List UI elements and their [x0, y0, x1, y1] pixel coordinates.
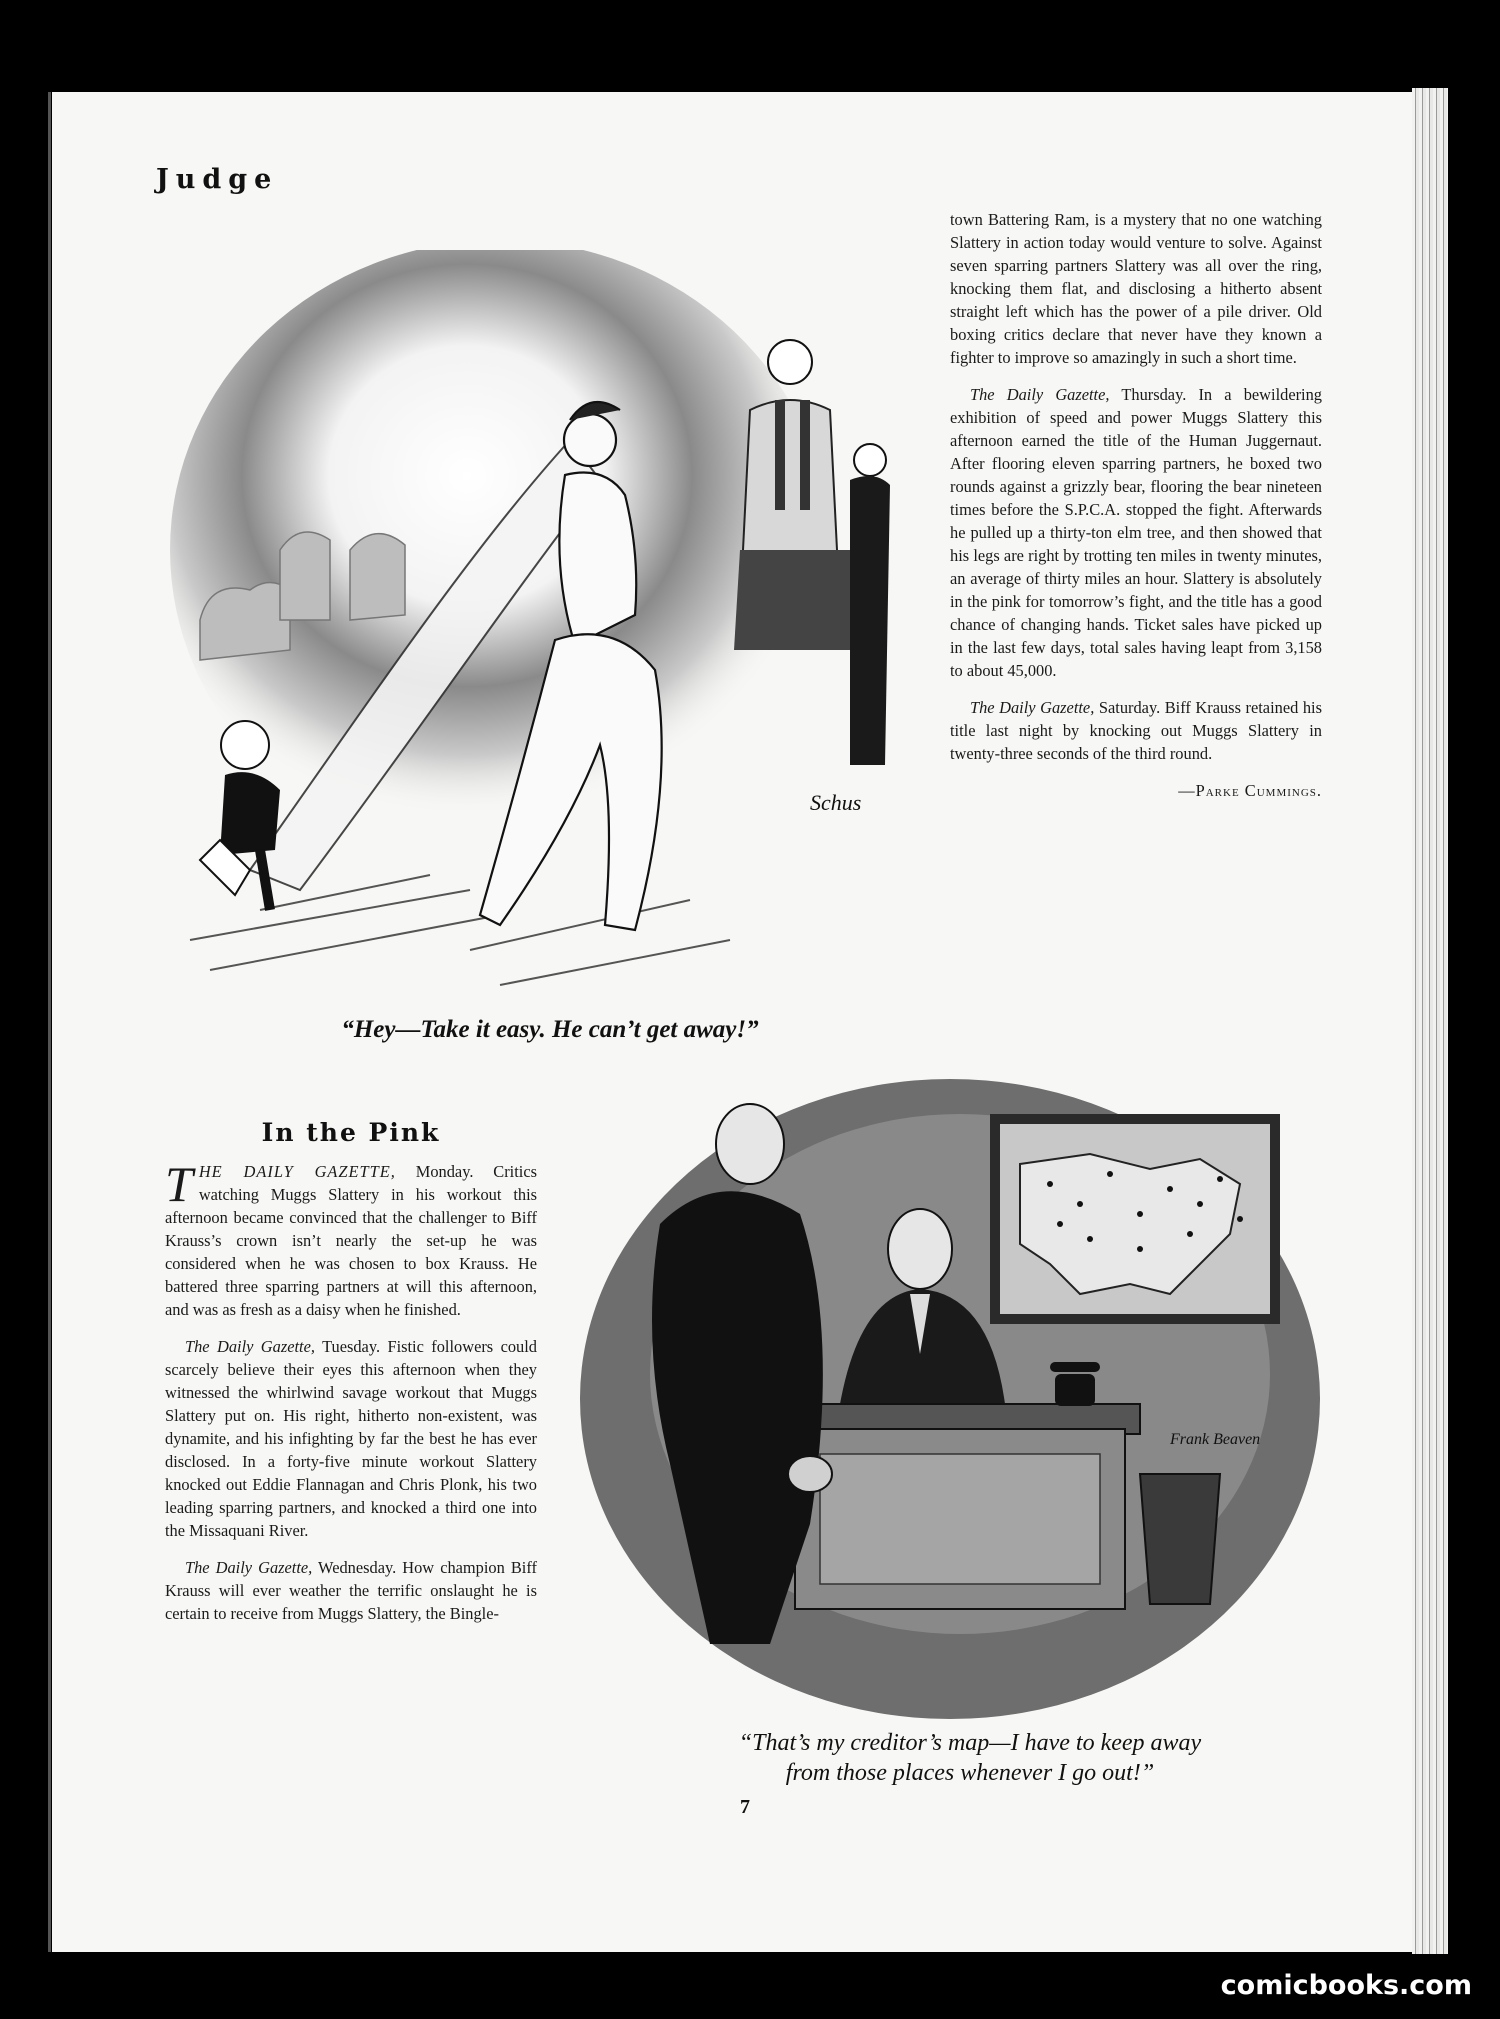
article-heading: In the Pink	[261, 1118, 441, 1147]
article-paragraph-5	[950, 696, 1322, 765]
article-paragraph-1	[165, 1156, 537, 1321]
p3-continued-text: town Battering Ram, is a mystery that no one watching Slattery in action today would venture to solve. Against seven sparring partners Slattery was all over the ring, knocking them flat, and disclosing a hitherto absent straight left which has the power of a pile driver. Old boxing critics declare that never have they known a fighter to improve so amazingly in such a short time.	[950, 210, 1322, 367]
p4-text: Thursday. In a bewildering exhibition of speed and power Muggs Slattery this afternoon earned the title of the Human Juggernaut. After flooring eleven sparring partners, he boxed two rounds against a grizzly bear, flooring the bear nineteen times before the S.P.C.A. stopped the fight. Afterwards he pulled up a thirty-ton elm tree, and then showed that his legs are right by trotting ten miles in twenty minutes, an average of thirty miles an hour. Slattery is absolutely in the pink for tomorrow’s fight, and the title has a good chance of changing hands. Ticket sales have picked up in the last few days, total sales having leapt from 3,158 to about 45,000.	[950, 385, 1322, 680]
article-column-left	[165, 1156, 537, 1639]
desk	[780, 1404, 1140, 1609]
creditors-map	[990, 1114, 1280, 1324]
page-edges	[1412, 88, 1448, 1954]
binding-rule	[48, 92, 51, 1952]
wedding-cartoon	[170, 250, 930, 990]
article-byline: —Parke Cummings.	[1178, 781, 1322, 800]
p3-lead: The Daily Gazette,	[185, 1558, 313, 1577]
office-caption	[640, 1728, 1300, 1788]
artist-signature-2: Frank Beaven	[1170, 1431, 1261, 1448]
article-column-right	[950, 208, 1322, 816]
p2-text: Tuesday. Fistic followers could scarcely believe their eyes this afternoon when they witnessed the whirlwind savage workout that Muggs Slattery put on. His right, hitherto non-existent, was dynamite, and his infighting by far the best he has ever disclosed. In a forty-five minute workout Slattery knocked out Eddie Flannagan and Chris Plonk, his two leading sparring partners, and knocked a third one into the Missaquani River.	[165, 1337, 537, 1540]
telephone	[1050, 1362, 1100, 1406]
article-paragraph-2	[165, 1335, 537, 1542]
wastebasket	[1140, 1474, 1220, 1604]
article-paragraph-3	[165, 1556, 537, 1625]
magazine-title: Judge	[156, 164, 279, 195]
article-paragraph-4	[950, 383, 1322, 682]
site-watermark: comicbooks.com	[1220, 1970, 1472, 2001]
wedding-caption: “Hey—Take it easy. He can’t get away!”	[341, 1016, 759, 1043]
p2-lead: The Daily Gazette,	[185, 1337, 315, 1356]
article-paragraph-3-continued	[950, 208, 1322, 369]
p5-lead: The Daily Gazette,	[970, 698, 1095, 717]
artist-signature-1: Schus	[810, 790, 862, 815]
p1-text: Monday. Critics watching Muggs Slattery in his workout this afternoon became convinced that the challenger to Biff Krauss’s crown isn’t nearly the set-up he was considered when he was chosen to box Krauss. He battered three sparring partners at will this afternoon, and was as fresh as a daisy when he finished.	[165, 1162, 537, 1319]
p4-lead: The Daily Gazette,	[970, 385, 1110, 404]
p3-text-start: Wednesday. How champion Biff Krauss will ever weather the terrific onslaught he is certain to receive from Muggs Slattery, the Bingle-	[165, 1558, 537, 1623]
office-cartoon	[580, 1074, 1320, 1724]
page-number: 7	[740, 1796, 750, 1818]
office-caption-line-1: “That’s my creditor’s map—I have to keep away	[738, 1730, 1202, 1756]
usher-figure	[850, 444, 890, 765]
drop-cap: T	[165, 1156, 193, 1212]
page-boy-figure	[200, 721, 280, 910]
office-caption-line-2: from those places whenever I go out!”	[785, 1760, 1155, 1786]
p1-lead: HE DAILY GAZETTE,	[198, 1162, 396, 1181]
p5-text: Saturday. Biff Krauss retained his title last night by knocking out Muggs Slattery in twenty-three seconds of the third round.	[950, 698, 1322, 763]
